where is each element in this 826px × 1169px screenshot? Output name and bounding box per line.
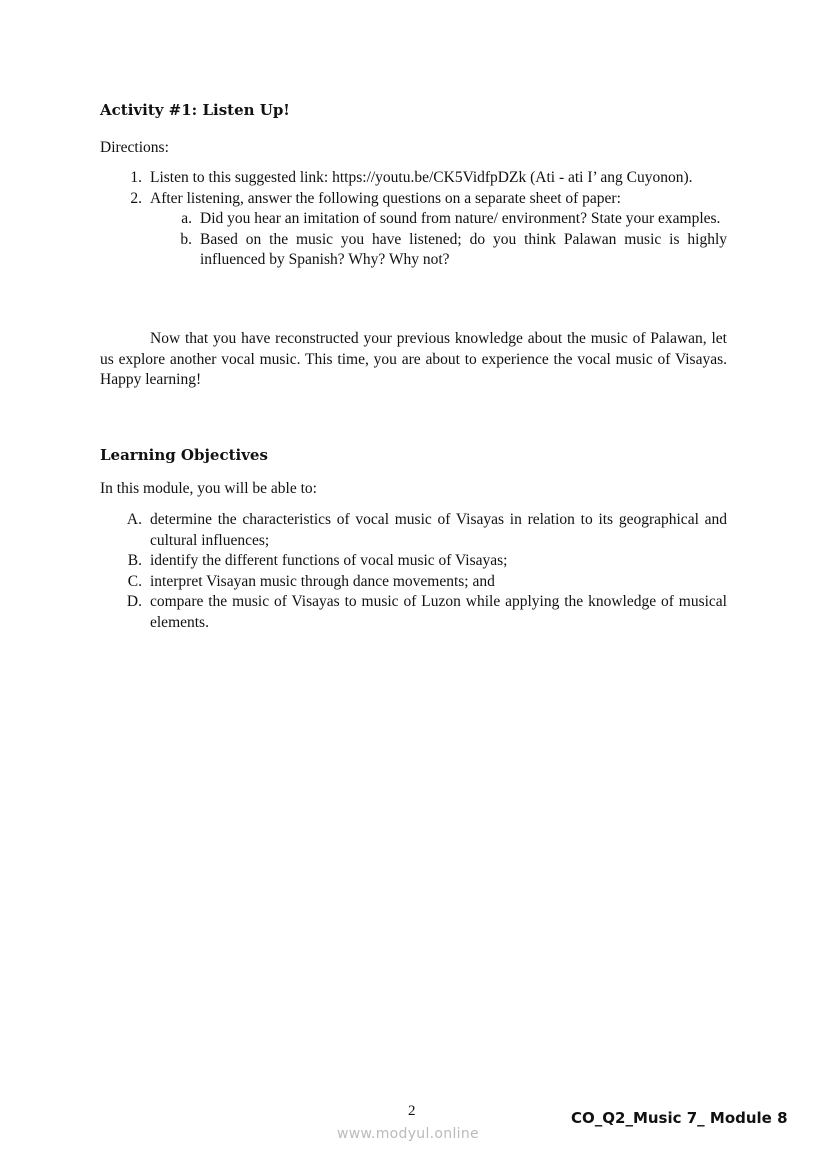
list-marker: b. xyxy=(180,230,192,248)
objective-item xyxy=(100,510,727,551)
objective-item xyxy=(100,551,727,572)
objective-item xyxy=(100,572,727,593)
watermark: www.modyul.online xyxy=(337,1126,479,1142)
list-marker: a. xyxy=(181,210,192,228)
sub-list-item xyxy=(100,209,727,230)
list-item xyxy=(100,168,727,189)
list-marker: C. xyxy=(127,572,142,590)
list-text: Did you hear an imitation of sound from nature/ environment? State your examples. xyxy=(200,210,721,228)
list-text: Listen to this suggested link: https://youtu.be/CK5VidfpDZk (Ati - ati I’ ang Cuyonon). xyxy=(150,169,693,186)
page-number: 2 xyxy=(408,1103,416,1119)
list-marker: 1. xyxy=(130,169,142,186)
transition-paragraph: Now that you have reconstructed your previous knowledge about the music of Palawan, let us explore another vocal music. This time, you are about to experience the vocal music of Visayas. Happy learning! xyxy=(100,330,727,389)
list-text: identify the different functions of vocal music of Visayas; xyxy=(150,552,508,570)
directions-list xyxy=(100,168,727,271)
objectives-intro: In this module, you will be able to: xyxy=(100,480,317,497)
directions-label: Directions: xyxy=(100,139,169,156)
activity-title xyxy=(100,100,727,121)
objectives-heading: Learning Objectives xyxy=(100,446,268,464)
list-text: After listening, answer the following questions on a separate sheet of paper: xyxy=(150,189,621,207)
activity-heading: Activity #1: Listen Up! xyxy=(100,101,290,119)
list-marker: A. xyxy=(126,511,142,528)
objective-item xyxy=(100,592,727,633)
list-text: Based on the music you have listened; do you think Palawan music is highly influenced by Spanish? Why? Why not? xyxy=(200,230,727,269)
objectives-list xyxy=(100,510,727,634)
list-item xyxy=(100,189,727,210)
sub-list-item xyxy=(100,230,727,271)
list-text: interpret Visayan music through dance movements; and xyxy=(150,572,495,590)
list-text: determine the characteristics of vocal music of Visayas in relation to its geographical and cultural influences; xyxy=(150,511,727,549)
module-code: CO_Q2_Music 7_ Module 8 xyxy=(571,1109,788,1127)
list-marker: B. xyxy=(127,552,142,570)
list-marker: D. xyxy=(126,593,142,611)
list-marker: 2. xyxy=(130,189,142,207)
list-text: compare the music of Visayas to music of Luzon while applying the knowledge of musical elements. xyxy=(150,593,727,631)
